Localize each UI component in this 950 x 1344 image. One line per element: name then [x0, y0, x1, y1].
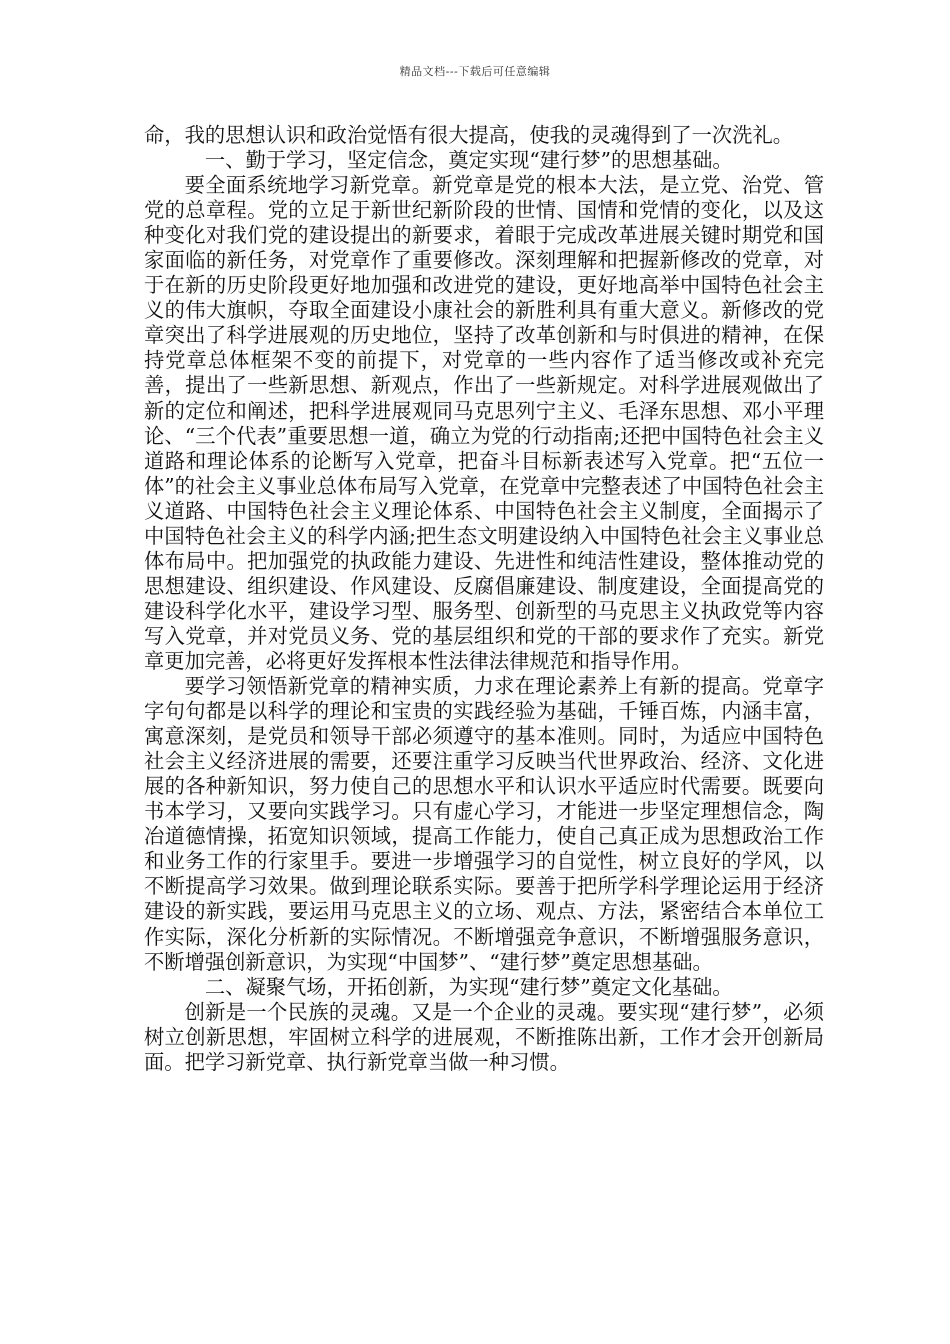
- section-heading-1: 一、勤于学习，坚定信念，奠定实现“建行梦”的思想基础。: [204, 148, 733, 173]
- page-header: 精品文档---下载后可任意编辑: [399, 65, 551, 78]
- paragraph-spirit-essence: 要学习领悟新党章的精神实质，力求在理论素养上有新的提高。党章字字句句都是以科学的理论和宝贵的实践经验为基础，千锤百炼，内涵丰富，寓意深刻，是党员和领导干部必须遵守的基本准则。同时，为适应中国特色社会主义经济进展的需要，还要注重学习反映当代世界政治、经济、文化进展的各种新知识，努力使自己的思想水平和认识水平适应时代需要。既要向书本学习，又要向实践学习。只有虚心学习，才能进一步坚定理想信念，陶冶道德情操，拓宽知识领域，提高工作能力，使自己真正成为思想政治工作和业务工作的行家里手。要进一步增强学习的自觉性，树立良好的学风，以不断提高学习效果。做到理论联系实际。要善于把所学科学理论运用于经济建设的新实践，要运用马克思主义的立场、观点、方法，紧密结合本单位工作实际，深化分析新的实际情况。不断增强竞争意识，不断增强服务意识，不断增强创新意识，为实现“中国梦”、“建行梦”奠定思想基础。: [144, 674, 824, 974]
- paragraph-party-constitution-study: 要全面系统地学习新党章。新党章是党的根本大法，是立党、治党、管党的总章程。党的立足于新世纪新阶段的世情、国情和党情的变化，以及这种变化对我们党的建设提出的新要求，着眼于完成改革进展关键时期党和国家面临的新任务，对党章作了重要修改。深刻理解和把握新修改的党章，对于在新的历史阶段更好地加强和改进党的建设，更好地高举中国特色社会主义的伟大旗帜，夺取全面建设小康社会的新胜利具有重大意义。新修改的党章突出了科学进展观的历史地位，坚持了改革创新和与时俱进的精神，在保持党章总体框架不变的前提下，对党章的一些内容作了适当修改或补充完善，提出了一些新思想、新观点，作出了一些新规定。对科学进展观做出了新的定位和阐述，把科学进展观同马克思列宁主义、毛泽东思想、邓小平理论、“三个代表”重要思想一道，确立为党的行动指南;还把中国特色社会主义道路和理论体系的论断写入党章，把奋斗目标新表述写入党章。把“五位一体”的社会主义事业总体布局写入党章，在党章中完整表述了中国特色社会主义道路、中国特色社会主义理论体系、中国特色社会主义制度，全面揭示了中国特色社会主义的科学内涵;把生态文明建设纳入中国特色社会主义事业总体布局中。把加强党的执政能力建设、先进性和纯洁性建设，整体推动党的思想建设、组织建设、作风建设、反腐倡廉建设、制度建设，全面提高党的建设科学化水平，建设学习型、服务型、创新型的马克思主义执政党等内容写入党章，并对党员义务、党的基层组织和党的干部的要求作了充实。新党章更加完善，必将更好发挥根本性法律法律规范和指导作用。: [144, 173, 824, 673]
- paragraph-continuation: 命，我的思想认识和政治觉悟有很大提高，使我的灵魂得到了一次洗礼。: [144, 123, 794, 147]
- paragraph-innovation: 创新是一个民族的灵魂。又是一个企业的灵魂。要实现“建行梦”，必须树立创新思想，牢固树立科学的进展观，不断推陈出新，工作才会开创新局面。把学习新党章、执行新党章当做一种习惯。: [144, 999, 824, 1074]
- document-body: [144, 123, 824, 1075]
- section-heading-2: 二、凝聚气场，开拓创新，为实现“建行梦”奠定文化基础。: [204, 974, 733, 999]
